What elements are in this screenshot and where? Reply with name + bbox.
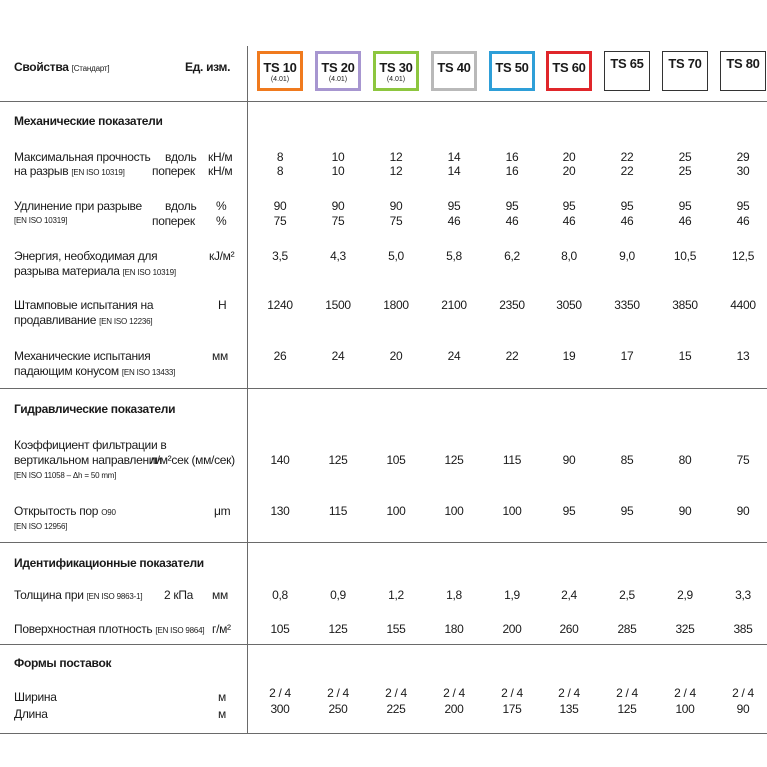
value-cell: 105 (386, 453, 406, 467)
value-cell: 75 (273, 214, 287, 228)
section-identification: Идентификационные показатели (14, 556, 204, 570)
value-cell: 100 (675, 702, 695, 716)
value-cell: 30 (736, 164, 750, 178)
energy-standard: [EN ISO 10319] (122, 268, 176, 277)
value-cell: 2 / 4 (616, 686, 638, 700)
column-header (662, 51, 708, 91)
value-cell: 3,3 (735, 588, 751, 602)
value-cell: 25 (678, 150, 692, 164)
value-cell: 3,5 (272, 249, 288, 263)
column-name: TS 30 (379, 60, 413, 75)
elongation-label: Удлинение при разрыве (14, 199, 142, 213)
column-name: TS 10 (263, 60, 297, 75)
value-cell: 10 (331, 150, 345, 164)
value-cell: 46 (505, 214, 519, 228)
strength-label: Максимальная прочность (14, 150, 151, 164)
value-cell: 155 (386, 622, 406, 636)
value-cell: 125 (328, 622, 348, 636)
section-hydraulic: Гидравлические показатели (14, 402, 176, 416)
cone-label (14, 364, 175, 380)
unit: мм (212, 349, 228, 363)
value-cell: 2 / 4 (674, 686, 696, 700)
column-header (373, 51, 419, 91)
value-cell: 75 (736, 453, 750, 467)
thickness-pressure: 2 кПа (164, 588, 194, 602)
puncture-label (14, 313, 152, 329)
value-cell: 95 (447, 199, 461, 213)
value-cell: 125 (617, 702, 637, 716)
unit: мм (212, 588, 228, 602)
value-cell: 250 (328, 702, 348, 716)
value-cell: 95 (562, 504, 576, 518)
unit: % (216, 199, 227, 213)
value-cell: 95 (678, 199, 692, 213)
value-cell: 260 (559, 622, 579, 636)
unit: Н (218, 298, 227, 312)
value-cell: 95 (562, 199, 576, 213)
width-label: Ширина (14, 690, 57, 704)
value-cell: 14 (447, 164, 461, 178)
value-cell: 16 (505, 150, 519, 164)
value-cell: 325 (675, 622, 695, 636)
value-cell: 10,5 (673, 249, 697, 263)
column-name: TS 70 (668, 56, 702, 71)
value-cell: 19 (562, 349, 576, 363)
value-cell: 12,5 (731, 249, 755, 263)
puncture-standard: [EN ISO 12236] (99, 317, 153, 326)
divider (0, 733, 767, 734)
column-divider (247, 46, 248, 734)
unit: м (218, 690, 226, 704)
strength-label (14, 164, 125, 180)
unit: μm (214, 504, 231, 518)
value-cell: 2 / 4 (443, 686, 465, 700)
thickness-label-text: Толщина при (14, 588, 84, 602)
value-cell: 12 (389, 150, 403, 164)
column-name: TS 65 (610, 56, 644, 71)
pores-label (14, 504, 116, 520)
value-cell: 3050 (556, 298, 582, 312)
value-cell: 1240 (267, 298, 293, 312)
value-cell: 2 / 4 (269, 686, 291, 700)
value-cell: 90 (678, 504, 692, 518)
section-delivery: Формы поставок (14, 656, 112, 670)
divider (0, 101, 767, 102)
value-cell: 24 (331, 349, 345, 363)
thickness-standard: [EN ISO 9863-1] (86, 592, 143, 601)
value-cell: 385 (733, 622, 753, 636)
cone-label: Механические испытания (14, 349, 151, 363)
density-standard: [EN ISO 9864] (155, 626, 205, 635)
column-header (720, 51, 766, 91)
value-cell: 24 (447, 349, 461, 363)
value-cell: 2 / 4 (327, 686, 349, 700)
value-cell: 9,0 (619, 249, 635, 263)
value-cell: 20 (562, 150, 576, 164)
value-cell: 90 (562, 453, 576, 467)
value-cell: 8 (276, 150, 284, 164)
value-cell: 17 (620, 349, 634, 363)
pores-subscript: O90 (101, 508, 116, 517)
value-cell: 8,0 (561, 249, 577, 263)
density-label-text: Поверхностная плотность (14, 622, 153, 636)
value-cell: 225 (386, 702, 406, 716)
unit: % (216, 214, 227, 228)
column-header (604, 51, 650, 91)
divider (0, 388, 767, 389)
value-cell: 90 (389, 199, 403, 213)
value-cell: 46 (678, 214, 692, 228)
value-cell: 16 (505, 164, 519, 178)
value-cell: 105 (270, 622, 290, 636)
energy-label: Энергия, необходимая для (14, 249, 158, 263)
value-cell: 95 (620, 199, 634, 213)
value-cell: 22 (505, 349, 519, 363)
value-cell: 46 (562, 214, 576, 228)
value-cell: 4,3 (330, 249, 346, 263)
value-cell: 90 (736, 504, 750, 518)
column-header (431, 51, 477, 91)
filtration-label: Коэффициент фильтрации в (14, 438, 167, 452)
pores-standard: [EN ISO 12956] (14, 522, 68, 531)
value-cell: 6,2 (504, 249, 520, 263)
value-cell: 130 (270, 504, 290, 518)
value-cell: 80 (678, 453, 692, 467)
value-cell: 14 (447, 150, 461, 164)
standard-label: [Стандарт] (71, 64, 110, 73)
length-label: Длина (14, 707, 48, 721)
value-cell: 2 / 4 (558, 686, 580, 700)
value-cell: 2,4 (561, 588, 577, 602)
direction-across: поперек (152, 164, 195, 178)
unit: кН/м (208, 150, 233, 164)
value-cell: 200 (502, 622, 522, 636)
value-cell: 22 (620, 150, 634, 164)
column-subtitle: (4.01) (328, 76, 348, 83)
value-cell: 125 (444, 453, 464, 467)
value-cell: 12 (389, 164, 403, 178)
value-cell: 13 (736, 349, 750, 363)
filtration-standard: [EN ISO 11058 – Δh = 50 mm] (14, 471, 117, 480)
density-label (14, 622, 204, 638)
value-cell: 2,5 (619, 588, 635, 602)
value-cell: 95 (505, 199, 519, 213)
energy-label (14, 264, 176, 280)
value-cell: 1800 (383, 298, 409, 312)
value-cell: 3350 (614, 298, 640, 312)
value-cell: 8 (276, 164, 284, 178)
value-cell: 2,9 (677, 588, 693, 602)
value-cell: 22 (620, 164, 634, 178)
value-cell: 1,8 (446, 588, 462, 602)
value-cell: 1,2 (388, 588, 404, 602)
value-cell: 2100 (441, 298, 467, 312)
filtration-label: вертикальном направлении (14, 453, 162, 467)
value-cell: 5,8 (446, 249, 462, 263)
value-cell: 1500 (325, 298, 351, 312)
column-header (546, 51, 592, 91)
value-cell: 2 / 4 (732, 686, 754, 700)
value-cell: 115 (502, 453, 522, 467)
column-name: TS 40 (437, 60, 471, 75)
unit: кН/м (208, 164, 233, 178)
value-cell: 95 (620, 504, 634, 518)
column-name: TS 50 (495, 60, 529, 75)
column-header (489, 51, 535, 91)
property-label: Свойства (14, 60, 69, 74)
value-cell: 90 (736, 702, 750, 716)
value-cell: 115 (328, 504, 348, 518)
direction-along: вдоль (165, 150, 197, 164)
column-header (257, 51, 303, 91)
section-mechanical: Механические показатели (14, 114, 163, 128)
value-cell: 2350 (499, 298, 525, 312)
unit: г/м² (212, 622, 231, 636)
column-name: TS 20 (321, 60, 355, 75)
value-cell: 180 (444, 622, 464, 636)
thickness-label (14, 588, 142, 604)
value-cell: 20 (562, 164, 576, 178)
value-cell: 4400 (730, 298, 756, 312)
cone-label-2: падающим конусом (14, 364, 119, 378)
value-cell: 90 (273, 199, 287, 213)
value-cell: 3850 (672, 298, 698, 312)
value-cell: 140 (270, 453, 290, 467)
value-cell: 75 (331, 214, 345, 228)
value-cell: 2 / 4 (385, 686, 407, 700)
column-name: TS 60 (552, 60, 586, 75)
value-cell: 100 (502, 504, 522, 518)
value-cell: 26 (273, 349, 287, 363)
direction-along: вдоль (165, 199, 197, 213)
column-header (315, 51, 361, 91)
value-cell: 75 (389, 214, 403, 228)
value-cell: 10 (331, 164, 345, 178)
value-cell: 175 (502, 702, 522, 716)
direction-across: поперек (152, 214, 195, 228)
strength-label-2: на разрыв (14, 164, 69, 178)
unit: м (218, 707, 226, 721)
strength-standard: [EN ISO 10319] (71, 168, 125, 177)
value-cell: 15 (678, 349, 692, 363)
value-cell: 1,9 (504, 588, 520, 602)
value-cell: 0,8 (272, 588, 288, 602)
unit: л/м²сек (мм/сек) (150, 453, 235, 467)
value-cell: 95 (736, 199, 750, 213)
value-cell: 100 (386, 504, 406, 518)
value-cell: 300 (270, 702, 290, 716)
column-name: TS 80 (726, 56, 760, 71)
value-cell: 46 (736, 214, 750, 228)
value-cell: 0,9 (330, 588, 346, 602)
value-cell: 25 (678, 164, 692, 178)
value-cell: 29 (736, 150, 750, 164)
unit-header: Ед. изм. (185, 60, 231, 74)
pores-label-text: Открытость пор (14, 504, 99, 518)
value-cell: 2 / 4 (501, 686, 523, 700)
property-header (14, 60, 109, 76)
divider (0, 644, 767, 645)
value-cell: 100 (444, 504, 464, 518)
value-cell: 5,0 (388, 249, 404, 263)
value-cell: 85 (620, 453, 634, 467)
value-cell: 90 (331, 199, 345, 213)
value-cell: 46 (447, 214, 461, 228)
value-cell: 125 (328, 453, 348, 467)
divider (0, 542, 767, 543)
value-cell: 135 (559, 702, 579, 716)
value-cell: 200 (444, 702, 464, 716)
cone-standard: [EN ISO 13433] (121, 368, 176, 377)
value-cell: 20 (389, 349, 403, 363)
puncture-label-2: продавливание (14, 313, 97, 327)
energy-label-2: разрыва материала (14, 264, 120, 278)
unit: кJ/м² (209, 249, 235, 263)
value-cell: 285 (617, 622, 637, 636)
puncture-label: Штамповые испытания на (14, 298, 154, 312)
column-subtitle: (4.01) (386, 76, 406, 83)
value-cell: 46 (620, 214, 634, 228)
elongation-standard: [EN ISO 10319] (14, 216, 68, 225)
column-subtitle: (4.01) (270, 76, 290, 83)
